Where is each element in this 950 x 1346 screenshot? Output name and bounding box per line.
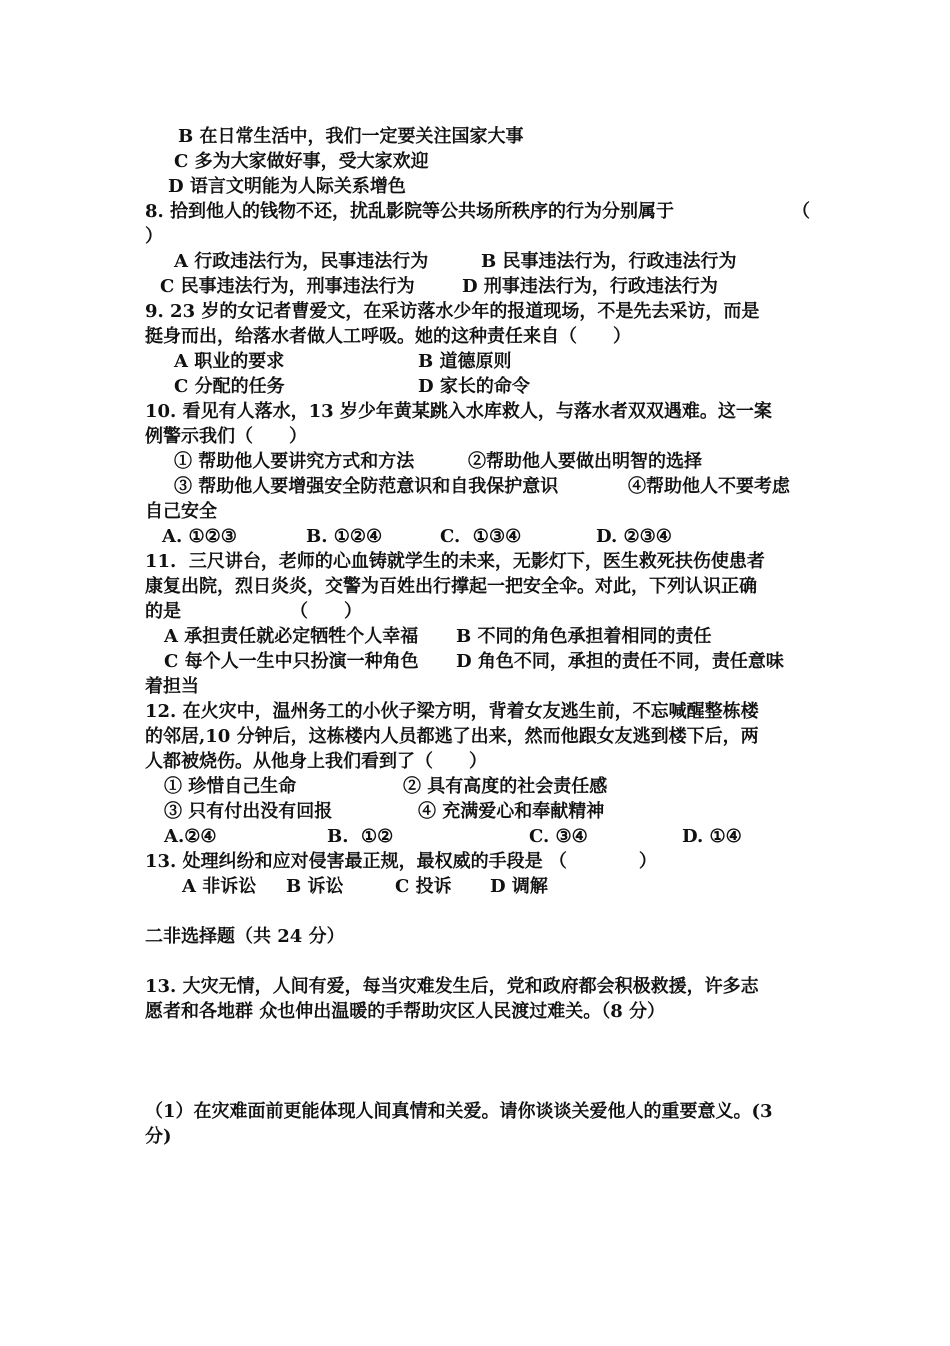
q8-option-b: B 民事违法行为，行政违法行为	[481, 251, 737, 272]
q12-option-b: B. ①②	[327, 826, 394, 847]
q10-item-3: ③ 帮助他人要增强安全防范意识和自我保护意识	[174, 476, 559, 497]
q12-option-d: D. ①④	[682, 826, 742, 847]
q9-option-b: B 道德原则	[418, 351, 512, 372]
q11-stem-line2: 康复出院，烈日炎炎，交警为百姓出行撑起一把安全伞。对此，下列认识正确	[145, 576, 757, 597]
section-heading-non-choice: 二非选择题（共 24 分）	[145, 926, 345, 947]
q11-option-a: A 承担责任就必定牺牲个人幸福	[164, 626, 419, 647]
q10-item-4: ④帮助他人不要考虑	[628, 476, 790, 497]
q13-option-c: C 投诉	[395, 876, 452, 897]
q8-paren-close: ）	[145, 226, 163, 247]
essay-q13-subquestion-1: （1）在灾难面前更能体现人间真情和关爱。请你谈谈关爱他人的重要意义。(3	[145, 1101, 773, 1122]
q12-item-2: ② 具有高度的社会责任感	[403, 776, 608, 797]
q10-item-2: ②帮助他人要做出明智的选择	[468, 451, 702, 472]
q10-stem-line1: 10. 看见有人落水，13 岁少年黄某跳入水库救人，与落水者双双遇难。这一案	[145, 401, 772, 422]
q10-stem-line2: 例警示我们（ ）	[145, 426, 307, 447]
q9-option-a: A 职业的要求	[174, 351, 285, 372]
essay-q13-subquestion-1-continued: 分)	[145, 1126, 172, 1147]
q12-stem-line1: 12. 在火灾中，温州务工的小伙子梁方明，背着女友逃生前，不忘喊醒整栋楼	[145, 701, 759, 722]
q9-stem-line1: 9. 23 岁的女记者曹爱文，在采访落水少年的报道现场，不是先去采访，而是	[145, 301, 760, 322]
q11-answer-paren: （ ）	[290, 601, 362, 622]
q11-option-d-continued: 着担当	[145, 676, 199, 697]
q12-item-4: ④ 充满爱心和奉献精神	[418, 801, 605, 822]
q12-item-1: ① 珍惜自己生命	[164, 776, 297, 797]
q9-option-c: C 分配的任务	[174, 376, 285, 397]
q9-option-d: D 家长的命令	[418, 376, 530, 397]
q12-item-3: ③ 只有付出没有回报	[164, 801, 333, 822]
q11-stem-line1: 11. 三尺讲台，老师的心血铸就学生的未来，无影灯下，医生救死扶伤使患者	[145, 551, 765, 572]
q7-option-b: B 在日常生活中，我们一定要关注国家大事	[178, 126, 524, 147]
q10-item-4-continued: 自己安全	[145, 501, 217, 522]
essay-q13-stem-line2: 愿者和各地群 众也伸出温暖的手帮助灾区人民渡过难关。（8 分）	[145, 1001, 666, 1022]
q13-option-d: D 调解	[490, 876, 548, 897]
q8-stem: 8. 拾到他人的钱物不还，扰乱影院等公共场所秩序的行为分别属于	[145, 201, 675, 222]
q10-item-1: ① 帮助他人要讲究方式和方法	[174, 451, 415, 472]
q13-option-b: B 诉讼	[286, 876, 344, 897]
q11-option-d: D 角色不同，承担的责任不同，责任意味	[456, 651, 784, 672]
q11-stem-line3: 的是	[145, 601, 181, 622]
q8-paren-open: （	[792, 201, 810, 222]
q9-stem-line2: 挺身而出，给落水者做人工呼吸。她的这种责任来自（ ）	[145, 326, 631, 347]
q12-stem-line2: 的邻居,10 分钟后，这栋楼内人员都逃了出来，然而他跟女友逃到楼下后，两	[145, 726, 759, 747]
q10-option-a: A. ①②③	[162, 526, 237, 547]
q11-option-c: C 每个人一生中只扮演一种角色	[164, 651, 419, 672]
q13-stem: 13. 处理纠纷和应对侵害最正规，最权威的手段是 （ ）	[145, 851, 657, 872]
q12-stem-line3: 人都被烧伤。从他身上我们看到了（ ）	[145, 751, 487, 772]
q10-option-d: D. ②③④	[596, 526, 672, 547]
q10-option-b: B. ①②④	[306, 526, 383, 547]
q10-option-c: C. ①③④	[440, 526, 522, 547]
q13-option-a: A 非诉讼	[182, 876, 257, 897]
essay-q13-stem-line1: 13. 大灾无情，人间有爱，每当灾难发生后，党和政府都会积极救援，许多志	[145, 976, 759, 997]
q7-option-d: D 语言文明能为人际关系增色	[168, 176, 406, 197]
q8-option-d: D 刑事违法行为，行政违法行为	[462, 276, 718, 297]
q7-option-c: C 多为大家做好事，受大家欢迎	[174, 151, 429, 172]
q12-option-c: C. ③④	[529, 826, 588, 847]
q8-option-a: A 行政违法行为，民事违法行为	[174, 251, 429, 272]
q11-option-b: B 不同的角色承担着相同的责任	[456, 626, 712, 647]
q12-option-a: A.②④	[164, 826, 217, 847]
q8-option-c: C 民事违法行为，刑事违法行为	[160, 276, 415, 297]
